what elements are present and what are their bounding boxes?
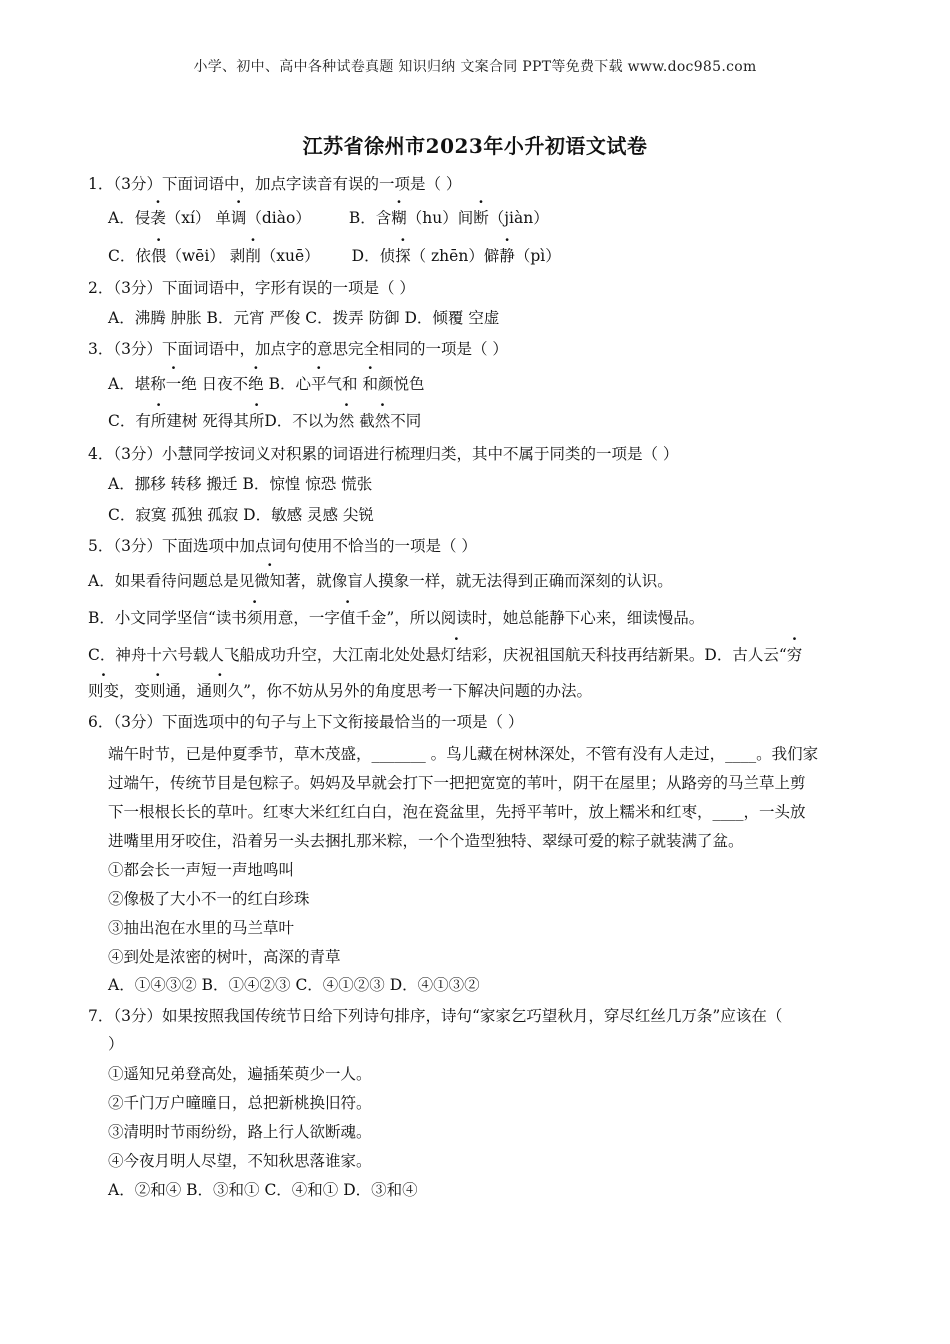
text: 截 (354, 412, 375, 430)
q4-option-ab: A．挪移 转移 搬迁 B．惊惶 惊恐 慌张 (108, 475, 373, 493)
text: ， (119, 682, 135, 700)
text: B．心 (263, 375, 311, 393)
text: （wēi） 剥 (166, 247, 246, 265)
emphasized-char: 一 (165, 375, 182, 393)
q5-option-d (88, 681, 592, 701)
text: C．有 (108, 412, 151, 430)
emphasized-char: 所 (150, 412, 167, 430)
text: ，就像盲人摸象一样，就无法得到正确而深刻的认识。 (300, 572, 673, 590)
text: （diào） (246, 209, 311, 227)
q5-option-b (88, 608, 704, 628)
emphasized-text: . 一字值千金 (309, 608, 387, 628)
text: （jiàn） (488, 209, 549, 227)
text: ， (293, 609, 309, 627)
emphasized-char: 断 (473, 209, 489, 227)
emphasized-text: 穷 (786, 646, 803, 664)
emphasized-text: 悬灯结彩 (425, 646, 488, 664)
text: （hu）间 (406, 209, 474, 227)
text: 建树 死得其 (166, 412, 249, 430)
emphasized-text: 见微知著 (238, 572, 301, 590)
emphasized-char: 糊 (391, 209, 407, 227)
emphasized-char: 绝 (248, 375, 264, 393)
emphasized-text: 变则通 (134, 682, 182, 700)
emphasized-char: 偎 (150, 247, 167, 265)
emphasized-char: 调 (230, 209, 247, 227)
q1-stem: 1．（3分）下面词语中，加点字读音有误的一项是（ ） (88, 175, 462, 193)
emphasized-char: 削 (245, 247, 261, 265)
text: A．如果看待问题总是 (88, 572, 239, 590)
q7-item: ①遥知兄弟登高处，遍插茱萸少一人。 (108, 1065, 372, 1083)
emphasized-text: 通则久 (196, 682, 244, 700)
q6-item: ②像极了大小不一的红白珍珠 (108, 890, 310, 908)
q6-item: ①都会长一声短一声地鸣叫 (108, 861, 295, 879)
q6-paragraph-line: 下一根根长长的草叶。红枣大米红红白白，泡在瓷盆里，先捋平苇叶，放上糯米和红枣，____，一头放 (108, 803, 806, 821)
emphasized-char: 所 (248, 412, 265, 430)
text: C．神舟十六号载人飞船成功升空，大江南北处处 (88, 646, 426, 664)
text: D．侦 (351, 247, 396, 265)
emphasized-text: . 读书须用意 (216, 608, 294, 628)
q5-option-c (88, 645, 802, 665)
text: ， (181, 682, 197, 700)
text: A．侵 (108, 209, 151, 227)
q3-stem: 3．（3分）下面词语中，加点字的意思完全相同的一项是（ ） (88, 340, 508, 358)
q6-options: A．①④③② B．①④②③ C．④①②③ D．④①③② (108, 976, 480, 994)
q7-options: A．②和④ B．③和① C．④和① D．③和④ (108, 1181, 418, 1199)
emphasized-text: 则变 (88, 682, 120, 700)
text: （xí） 单 (165, 209, 231, 227)
text: 颜悦色 (377, 375, 425, 393)
text: 气和 (326, 375, 363, 393)
text: C．依 (108, 247, 151, 265)
text: （xuē） (260, 247, 320, 265)
q6-paragraph-line: 进嘴里用牙咬住，沿着另一头去捆扎那米粽，一个个造型独特、翠绿可爱的粽子就装满了盆。 (108, 832, 744, 850)
q4-stem: 4．（3分）小慧同学按词义对积累的词语进行梳理归类，其中不属于同类的一项是（ ） (88, 445, 679, 463)
q6-paragraph-line: 过端午，传统节目是包粽子。妈妈及早就会打下一把把宽宽的苇叶，阴干在屋里；从路旁的马兰草上剪 (108, 774, 806, 792)
emphasized-char: 探 (395, 247, 411, 265)
emphasized-char: 静 (499, 247, 515, 265)
text: （pì） (514, 247, 561, 265)
q2-options: A．沸腾 肿胀 B．元宵 严俊 C．拨弄 防御 D．倾覆 空虚 (108, 309, 500, 327)
emphasized-char: 然 (374, 412, 391, 430)
text: D．不以为 (264, 412, 339, 430)
q2-stem: 2．（3分）下面词语中，字形有误的一项是（ ） (88, 279, 415, 297)
text: ，庆祝祖国航天科技再结新果。D．古人云“ (487, 646, 787, 664)
q4-option-cd: C．寂寞 孤独 孤寂 D．敏感 灵感 尖锐 (108, 506, 374, 524)
emphasized-char: 然 (338, 412, 355, 430)
text: ”，所以阅读时，她总能静下心来，细读慢品。 (386, 609, 705, 627)
q7-stem: 7．（3分）如果按照我国传统节日给下列诗句排序，诗句“家家乞巧望秋月，穿尽红丝几万条”应该在（ (88, 1007, 783, 1025)
page-title: 江苏省徐州市2023年小升初语文试卷 (302, 134, 648, 158)
emphasized-char: 平 (311, 375, 327, 393)
q5-option-a (88, 571, 673, 591)
q3-option-ab (108, 374, 424, 394)
text: ”，你不妨从另外的角度思考一下解决问题的办法。 (243, 682, 593, 700)
q1-option-ab (108, 208, 549, 228)
q7-stem-tail: ） (108, 1035, 124, 1053)
q7-item: ③清明时节雨纷纷，路上行人欲断魂。 (108, 1123, 372, 1141)
q7-item: ②千门万户曈曈日，总把新桃换旧符。 (108, 1094, 372, 1112)
text: （ zhēn）僻 (410, 247, 500, 265)
q5-stem: 5．（3分）下面选项中加点词句使用不恰当的一项是（ ） (88, 537, 477, 555)
q7-item: ④今夜月明人尽望，不知秋思落谁家。 (108, 1152, 372, 1170)
q1-option-cd (108, 246, 561, 266)
q3-option-cd (108, 411, 421, 431)
emphasized-char: 袭 (150, 209, 166, 227)
q6-paragraph-line: 端午时节，已是仲夏季节，草木茂盛，_______ 。鸟儿藏在树林深处，不管有没有人走过，____。我们家 (108, 745, 819, 763)
text: B．小文同学坚信“ (88, 609, 216, 627)
page-header: 小学、初中、高中各种试卷真题 知识归纳 文案合同 PPT等免费下载 www.doc985.com (193, 59, 757, 75)
text: B．含 (348, 209, 392, 227)
q6-item: ③抽出泡在水里的马兰草叶 (108, 919, 295, 937)
text: A．堪称 (108, 375, 166, 393)
q6-stem: 6．（3分）下面选项中的句子与上下文衔接最恰当的一项是（ ） (88, 713, 524, 731)
text: 不同 (390, 412, 422, 430)
q6-item: ④到处是浓密的树叶，高深的青草 (108, 948, 341, 966)
text: 绝 日夜不 (181, 375, 249, 393)
emphasized-char: 和 (362, 375, 378, 393)
